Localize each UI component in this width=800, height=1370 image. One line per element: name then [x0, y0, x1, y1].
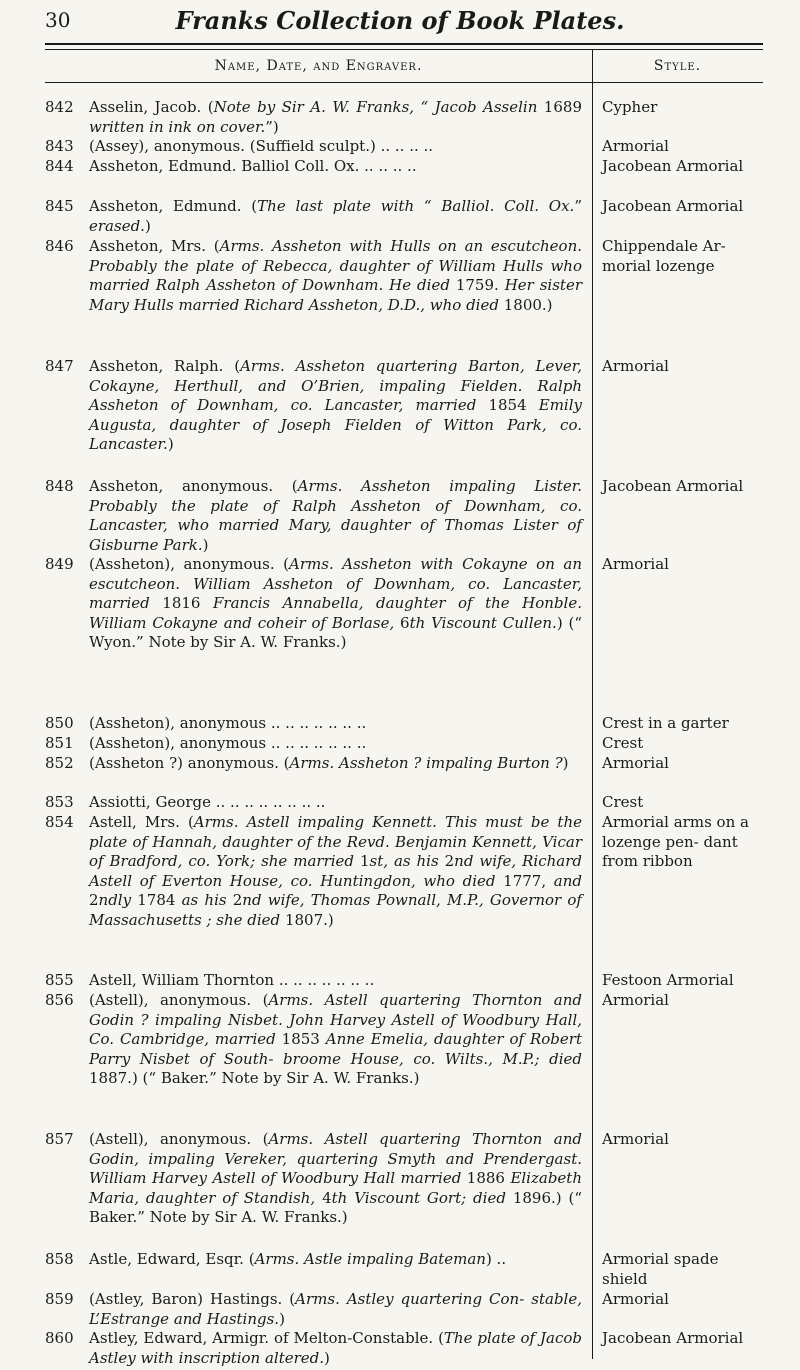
entry-text-segment: )	[144, 216, 151, 235]
entry-text-segment: ”)	[265, 117, 279, 136]
entry-style: Armorial	[602, 991, 669, 1009]
entry-style: Festoon Armorial	[602, 971, 734, 989]
entry-text-segment: (Astell), anonymous. (	[89, 1130, 269, 1148]
entry-number: 859	[45, 1290, 74, 1308]
entry-description	[89, 971, 582, 991]
entry-text-segment: Arms. Assheton quartering Barton, Lever, Cokayne, Herthull, and O’Brien, impaling Fielden. Ralph Assheton of Downham, co. Lancaster, married	[89, 357, 582, 415]
entry-text-segment: Arms. Astley quartering Con- stable, L’Estrange and Hastings.	[89, 1290, 582, 1328]
entry-description	[89, 555, 582, 653]
entry-text-segment: 1896.) (“ Baker.” Note by Sir A. W. Franks.)	[89, 1188, 583, 1227]
entry-number: 852	[45, 754, 74, 772]
entry-number: 853	[45, 793, 74, 811]
entry-text-segment: Assheton, Edmund. (	[89, 197, 258, 215]
entry-text-segment: (Astell), anonymous. (	[89, 991, 269, 1009]
entry-style: Jacobean Armorial	[602, 197, 744, 215]
entry-text-segment: 4	[315, 1188, 332, 1207]
entry-style: Crest	[602, 734, 644, 752]
entry-text-segment: Assiotti, George .. .. .. .. .. .. .. ..	[89, 793, 326, 811]
entry-text-segment: nd wife, Thomas Pownall, M.P., Governor of Massachusetts ; she died	[89, 891, 582, 929]
entry-text-segment: Arms. Astell quartering Thornton and Godin ? impaling Nisbet. John Harvey Astell of Woodbury Hall, Co. Cambridge, married	[89, 991, 582, 1049]
entry-number: 843	[45, 137, 74, 155]
entry-style: Crest in a garter	[602, 714, 729, 732]
entry-style: Armorial	[602, 1130, 669, 1148]
entry-number: 845	[45, 197, 74, 215]
entry-number: 846	[45, 237, 74, 255]
table-top-rule	[45, 49, 763, 50]
entry-text-segment: 1784	[131, 891, 182, 910]
entry-text-segment: The last plate with “ Balliol. Coll. Ox.	[257, 197, 575, 215]
entry-text-segment: (Assheton), anonymous .. .. .. .. .. .. ..	[89, 714, 367, 732]
entry-text-segment: Arms. Assheton with Cokayne on an escutcheon. William Assheton of Downham, co. Lancaster, married	[89, 555, 582, 613]
entry-number: 847	[45, 357, 74, 375]
entry-number: 850	[45, 714, 74, 732]
column-header-name: Name, Date, and Engraver.	[214, 58, 423, 74]
entry-description	[89, 137, 582, 157]
entry-text-segment: th Viscount Cullen.	[409, 613, 557, 632]
top-rule	[45, 43, 763, 45]
entry-text-segment: Arms. Assheton ? impaling Burton ?	[289, 754, 563, 772]
entry-text-segment: Assheton, anonymous. (	[89, 477, 298, 495]
entry-text-segment: 1816	[149, 594, 213, 613]
entry-text-segment: )	[562, 754, 569, 772]
entry-text-segment: th Viscount Gort; died	[331, 1188, 506, 1207]
entry-text-segment: )	[324, 1348, 330, 1367]
entry-description	[89, 1130, 582, 1228]
entry-number: 842	[45, 98, 74, 116]
entry-description	[89, 157, 582, 177]
entry-text-segment: Anne Emelia, daughter of Robert Parry Nisbet of South- broome House, co. Wilts., M.P.; died	[89, 1030, 582, 1068]
entry-number: 857	[45, 1130, 74, 1148]
entry-description	[89, 813, 582, 931]
entry-text-segment: Arms. Astell impaling Kennett. This must be the plate of Hannah, daughter of the Revd. Benjamin Kennett, Vicar of Bradford, co. York; she married	[89, 813, 582, 871]
page-number: 30	[45, 8, 71, 32]
entry-style: Armorial arms on a lozenge pen- dant from ribbon	[602, 813, 749, 871]
entry-number: 851	[45, 734, 74, 752]
entry-style: Armorial	[602, 555, 669, 573]
entry-text-segment: Emily Augusta, daughter of Joseph Fielden of Witton Park, co. Lancaster.	[89, 396, 582, 454]
entry-text-segment: )	[279, 1309, 285, 1328]
entry-style: Armorial	[602, 754, 669, 772]
entry-text-segment: Her sister Mary Hulls married Richard Assheton, D.D., who died	[89, 276, 583, 314]
entry-description	[89, 98, 582, 137]
entry-text-segment: 1807.)	[280, 910, 334, 929]
entry-text-segment: ”	[574, 197, 583, 215]
entry-text-segment: 2	[226, 891, 243, 910]
entry-text-segment: 6	[394, 613, 410, 632]
entry-text-segment: Astell, William Thornton .. .. .. .. .. .. ..	[89, 971, 375, 989]
entry-number: 848	[45, 477, 74, 495]
entry-text-segment: ) ..	[485, 1250, 507, 1268]
entry-style: Armorial	[602, 357, 669, 375]
entry-text-segment: Assheton, Edmund. Balliol Coll. Ox. .. .. .. ..	[89, 157, 417, 175]
entry-description	[89, 1250, 582, 1270]
entry-text-segment: 1854	[476, 396, 539, 415]
entry-number: 860	[45, 1329, 74, 1347]
entry-description	[89, 754, 582, 774]
entry-text-segment: Arms. Assheton with Hulls on an escutcheon. Probably the plate of Rebecca, daughter of William Hulls who married Ralph Assheton of Downham. He died	[89, 237, 582, 295]
entry-style: Chippendale Ar- morial lozenge	[602, 237, 726, 275]
entry-text-segment: Arms. Astle impaling Bateman	[254, 1250, 486, 1268]
entry-description	[89, 734, 582, 754]
entry-text-segment: The plate of Jacob Astley with inscription altered.	[89, 1329, 582, 1367]
entry-description	[89, 793, 582, 813]
entry-text-segment: Elizabeth Maria, daughter of Standish,	[89, 1169, 582, 1207]
entry-text-segment: Astell, Mrs. (	[89, 813, 194, 831]
entry-description	[89, 197, 582, 236]
entry-description	[89, 1290, 582, 1329]
entry-text-segment: as his	[181, 891, 227, 910]
entry-description	[89, 357, 582, 455]
entry-description	[89, 1329, 582, 1368]
entry-text-segment: (Assheton ?) anonymous. (	[89, 754, 290, 772]
entry-text-segment: 1777,	[495, 871, 554, 890]
entry-text-segment: Assheton, Mrs. (	[89, 237, 220, 255]
entry-text-segment: 1	[354, 852, 370, 871]
entry-text-segment: (Assey), anonymous. (Suffield sculpt.) .. .. .. ..	[89, 137, 434, 155]
entry-style: Jacobean Armorial	[602, 1329, 744, 1347]
entry-number: 858	[45, 1250, 74, 1268]
entry-style: Crest	[602, 793, 644, 811]
entry-text-segment: erased.	[89, 216, 145, 235]
entry-text-segment: )	[202, 535, 209, 554]
entry-text-segment: (Assheton), anonymous .. .. .. .. .. .. ..	[89, 734, 367, 752]
column-header-style: Style.	[653, 58, 702, 74]
entry-number: 844	[45, 157, 74, 175]
entry-description	[89, 237, 582, 315]
entry-number: 856	[45, 991, 74, 1009]
entry-text-segment: 2	[438, 852, 455, 871]
entry-text-segment: 1886	[461, 1169, 511, 1188]
page-title: Franks Collection of Book Plates.	[175, 6, 625, 35]
entry-text-segment: 1887.) (“ Baker.” Note by Sir A. W. Franks.)	[89, 1069, 420, 1088]
entry-text-segment: nd wife, Richard Astell of Everton House, co. Huntingdon, who died	[89, 852, 583, 890]
entry-text-segment: 1800.)	[498, 295, 553, 314]
entry-text-segment: Arms. Astell quartering Thornton and Godin, impaling Vereker, quartering Smyth and Prendergast. William Harvey Astell of Woodbury Hall married	[89, 1130, 582, 1188]
entry-text-segment: Note by Sir A. W. Franks, “ Jacob Asselin	[213, 98, 538, 116]
entry-text-segment: 1759.	[449, 276, 505, 295]
entry-text-segment: and	[553, 871, 582, 890]
entry-text-segment: Arms. Assheton impaling Lister. Probably the plate of Ralph Assheton of Downham, co. Lancaster, who married Mary, daughter of Thomas Lister of Gisburne Park.	[89, 477, 582, 554]
entry-number: 855	[45, 971, 74, 989]
entry-text-segment: (Astley, Baron) Hastings. (	[89, 1290, 296, 1308]
entry-text-segment: ndly	[98, 891, 132, 910]
entry-text-segment: Assheton, Ralph. (	[89, 357, 241, 375]
entry-text-segment: 1689	[537, 98, 582, 116]
entry-description	[89, 477, 582, 555]
entry-style: Armorial spade shield	[602, 1250, 719, 1288]
entry-text-segment: )	[167, 435, 174, 454]
entry-style: Jacobean Armorial	[602, 157, 744, 175]
entry-text-segment: ) (“ Wyon.” Note by Sir A. W. Franks.)	[89, 613, 583, 652]
entry-text-segment: written in ink on cover.	[89, 117, 266, 136]
entry-text-segment: Astle, Edward, Esqr. (	[89, 1250, 255, 1268]
column-divider	[592, 49, 593, 1359]
header-rule	[45, 82, 763, 83]
entry-text-segment: 2	[89, 891, 99, 910]
entry-text-segment: (Assheton), anonymous. (	[89, 555, 290, 573]
entry-text-segment: Asselin, Jacob. (	[89, 98, 214, 116]
entry-style: Jacobean Armorial	[602, 477, 744, 495]
entry-number: 854	[45, 813, 74, 831]
entry-text-segment: Astley, Edward, Armigr. of Melton-Constable. (	[89, 1329, 444, 1347]
entry-text-segment: st, as his	[369, 852, 439, 871]
entry-description	[89, 714, 582, 734]
entry-text-segment: Francis Annabella, daughter of the Honble. William Cokayne and coheir of Borlase,	[89, 594, 583, 632]
entry-style: Armorial	[602, 137, 669, 155]
entry-text-segment: 1853	[275, 1030, 326, 1049]
entry-description	[89, 991, 582, 1089]
entry-number: 849	[45, 555, 74, 573]
entry-style: Cypher	[602, 98, 658, 116]
entry-style: Armorial	[602, 1290, 669, 1308]
